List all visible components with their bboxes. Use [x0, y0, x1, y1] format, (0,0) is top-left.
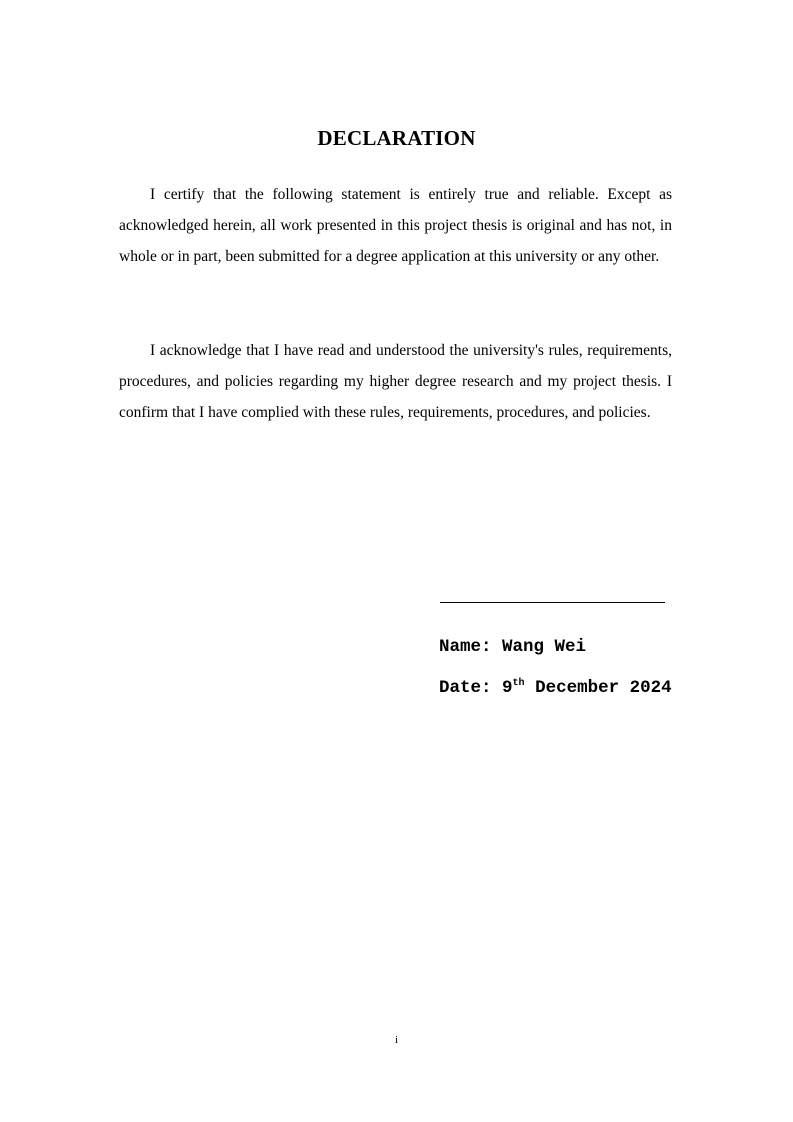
date-label: Date: — [439, 678, 492, 698]
acknowledgement-paragraph: I acknowledge that I have read and understood the university's rules, requirements, procedures, and policies regarding my higher degree research and my project thesis. I confirm that I have complied with these rules, requirements, procedures, and policies. — [119, 342, 672, 422]
signature-name — [439, 636, 586, 658]
certification-paragraph: I certify that the following statement is entirely true and reliable. Except as acknowledged herein, all work presented in this project thesis is original and has not, in whole or in part, been submitted for a degree application at this university or any other. — [119, 186, 672, 266]
name-value: Wang Wei — [502, 637, 587, 657]
page-title: DECLARATION — [317, 126, 476, 150]
signature-line — [440, 602, 665, 603]
name-label: Name: — [439, 637, 492, 657]
date-day: 9 — [502, 678, 513, 698]
page-number: i — [394, 1034, 399, 1046]
signature-date — [439, 677, 672, 699]
date-month-year: December 2024 — [535, 678, 672, 698]
date-day-suffix: th — [512, 678, 525, 689]
